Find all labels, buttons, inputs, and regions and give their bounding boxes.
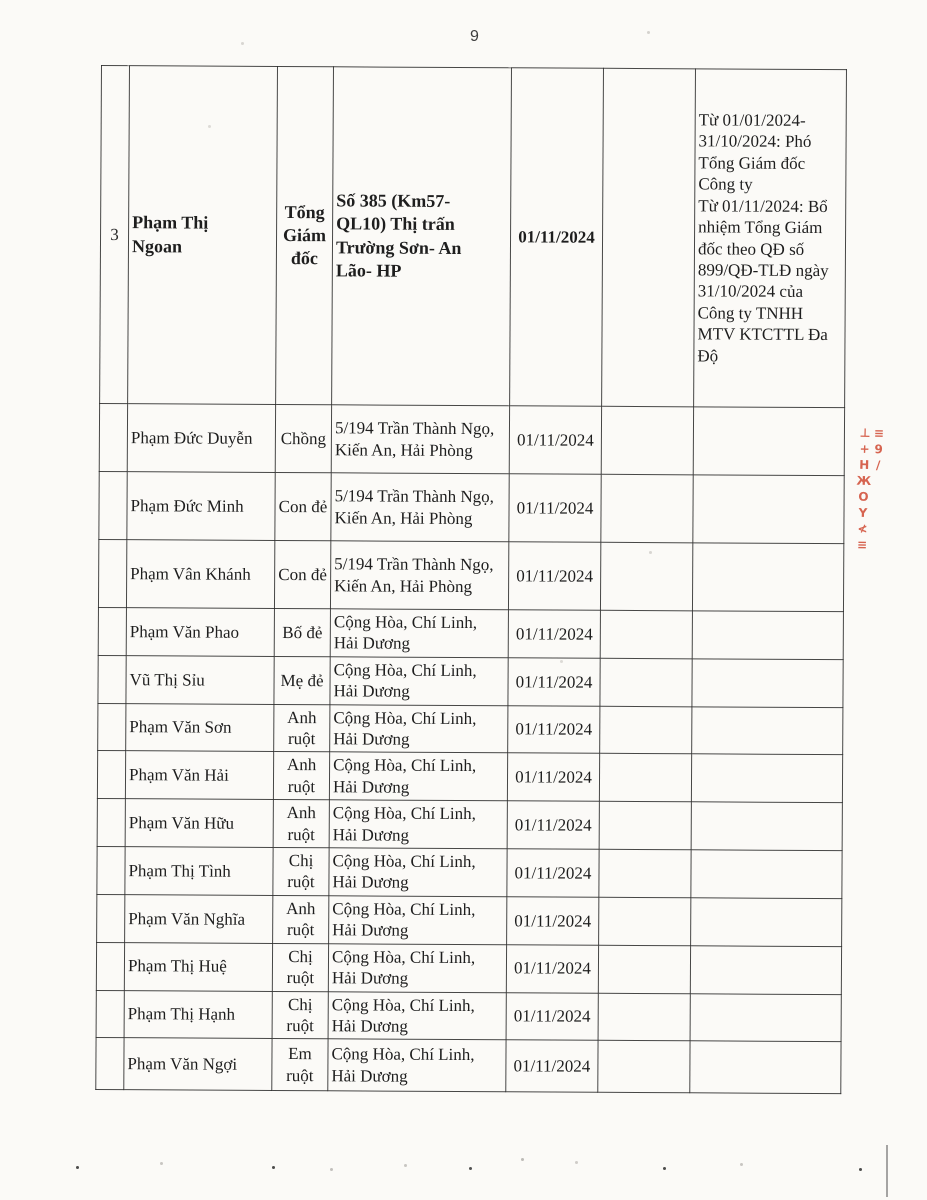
cell-stt <box>97 894 125 942</box>
cell-relationship: Anh ruột <box>274 704 330 752</box>
cell-extra <box>601 474 693 543</box>
table-row <box>96 990 841 1042</box>
cell-note <box>692 611 843 660</box>
cell-name: Phạm Văn Hải <box>125 751 273 800</box>
cell-name: Phạm Thị Tình <box>125 847 273 896</box>
cell-extra <box>599 849 691 897</box>
red-margin-stamp: ≡9/⊥+HЖOY≮≡ <box>854 425 887 554</box>
cell-address: 5/194 Trần Thành Ngọ, Kiến An, Hải Phòng <box>330 541 508 610</box>
cell-stt <box>97 751 125 799</box>
table-row <box>98 655 843 707</box>
cell-stt <box>98 607 126 655</box>
cell-note <box>692 543 843 612</box>
cell-stt <box>98 655 126 703</box>
cell-stt <box>96 990 124 1038</box>
table-row <box>97 751 842 803</box>
cell-address: 5/194 Trần Thành Ngọ, Kiến An, Hải Phòng <box>331 405 509 474</box>
cell-relationship: Con đẻ <box>274 540 330 608</box>
cell-name: Phạm Thị Huệ <box>124 942 272 991</box>
cell-note <box>693 475 844 544</box>
cell-name: Phạm Văn Sơn <box>126 703 274 752</box>
cell-relationship: Tổng Giám đốc <box>276 66 334 404</box>
cell-stt <box>98 539 126 607</box>
table-row <box>96 1038 841 1094</box>
cell-relationship: Chị ruột <box>273 848 329 896</box>
cell-stt <box>98 703 126 751</box>
cell-address: Số 385 (Km57-QL10) Thị trấn Trường Sơn- An Lão- HP <box>332 67 512 406</box>
cell-extra <box>601 406 693 475</box>
cell-note <box>690 993 841 1042</box>
cell-stt <box>99 403 127 471</box>
cell-extra <box>600 542 692 611</box>
cell-relationship: Con đẻ <box>275 472 331 540</box>
table-row <box>97 894 842 946</box>
cell-note <box>692 706 843 755</box>
cell-extra <box>600 706 692 754</box>
table-row <box>98 539 843 611</box>
cell-name: Phạm Văn Phao <box>126 608 274 657</box>
cell-address: Cộng Hòa, Chí Linh, Hải Dương <box>330 704 508 753</box>
cell-extra <box>598 993 690 1041</box>
cell-start-date: 01/11/2024 <box>506 992 598 1040</box>
cell-start-date: 01/11/2024 <box>507 897 599 945</box>
cell-extra <box>599 897 691 945</box>
cell-note <box>693 407 844 476</box>
cell-extra <box>599 802 691 850</box>
cell-note <box>692 659 843 708</box>
cell-extra <box>600 658 692 706</box>
cell-stt <box>97 799 125 847</box>
cell-name: Phạm Vân Khánh <box>126 540 274 609</box>
cell-note: Từ 01/01/2024-31/10/2024: Phó Tổng Giám đốc Công ty Từ 01/11/2024: Bổ nhiệm Tổng Giám đốc theo QĐ số 899/QĐ-TLĐ ngày 31/10/2024 của Công ty TNHH MTV KTCTTL Đa Độ <box>694 69 847 408</box>
cell-start-date: 01/11/2024 <box>509 474 601 543</box>
scan-specks <box>0 0 3 3</box>
cell-stt <box>99 471 127 539</box>
cell-start-date: 01/11/2024 <box>507 801 599 849</box>
cell-relationship: Mẹ đẻ <box>274 656 330 704</box>
cell-address: Cộng Hòa, Chí Linh, Hải Dương <box>328 943 506 992</box>
scan-edge-line <box>886 1145 888 1197</box>
cell-extra <box>598 1041 690 1094</box>
cell-relationship: Em ruột <box>272 1039 328 1091</box>
table-row <box>98 703 843 755</box>
cell-relationship: Chị ruột <box>272 991 328 1039</box>
table-row <box>97 799 842 851</box>
cell-name: Phạm Văn Nghĩa <box>125 895 273 944</box>
cell-extra <box>598 945 690 993</box>
cell-extra <box>599 754 691 802</box>
cell-note <box>691 802 842 851</box>
cell-relationship: Chồng <box>275 404 331 472</box>
cell-stt <box>97 847 125 895</box>
cell-name: Phạm Thị Ngoan <box>128 66 278 405</box>
cell-name: Phạm Văn Hữu <box>125 799 273 848</box>
cell-start-date: 01/11/2024 <box>509 406 601 475</box>
cell-start-date: 01/11/2024 <box>508 705 600 753</box>
table-row <box>96 942 841 994</box>
cell-address: Cộng Hòa, Chí Linh, Hải Dương <box>329 800 507 849</box>
cell-start-date: 01/11/2024 <box>506 1040 598 1093</box>
relatives-table <box>95 65 847 1094</box>
cell-note <box>690 945 841 994</box>
cell-start-date: 01/11/2024 <box>506 944 598 992</box>
cell-name: Phạm Đức Duyễn <box>127 404 275 473</box>
cell-relationship: Bố đẻ <box>274 608 330 656</box>
cell-relationship: Chị ruột <box>272 943 328 991</box>
cell-start-date: 01/11/2024 <box>507 849 599 897</box>
cell-extra <box>600 610 692 658</box>
cell-address: Cộng Hòa, Chí Linh, Hải Dương <box>329 848 507 897</box>
cell-extra <box>602 68 696 407</box>
table-row <box>99 403 844 475</box>
cell-stt <box>96 1038 124 1090</box>
cell-name: Phạm Đức Minh <box>127 472 275 541</box>
table-row <box>97 847 842 899</box>
cell-relationship: Anh ruột <box>273 895 329 943</box>
page-number: 9 <box>470 28 479 45</box>
cell-relationship: Anh ruột <box>273 800 329 848</box>
cell-start-date: 01/11/2024 <box>508 542 600 611</box>
cell-note <box>690 1041 841 1094</box>
cell-address: Cộng Hòa, Chí Linh, Hải Dương <box>330 657 508 706</box>
table-row <box>99 471 844 543</box>
cell-start-date: 01/11/2024 <box>507 753 599 801</box>
cell-name: Vũ Thị Sỉu <box>126 655 274 704</box>
cell-address: Cộng Hòa, Chí Linh, Hải Dương <box>328 1039 506 1092</box>
cell-address: Cộng Hòa, Chí Linh, Hải Dương <box>329 896 507 945</box>
cell-name: Phạm Văn Ngợi <box>124 1038 272 1091</box>
cell-start-date: 01/11/2024 <box>510 68 604 407</box>
cell-note <box>691 898 842 947</box>
cell-stt: 3 <box>100 66 130 404</box>
cell-note <box>691 754 842 803</box>
cell-stt <box>96 942 124 990</box>
cell-address: 5/194 Trần Thành Ngọ, Kiến An, Hải Phòng <box>331 473 509 542</box>
cell-relationship: Anh ruột <box>273 752 329 800</box>
table-container <box>95 65 847 1094</box>
cell-start-date: 01/11/2024 <box>508 658 600 706</box>
cell-start-date: 01/11/2024 <box>508 610 600 658</box>
cell-note <box>691 850 842 899</box>
cell-name: Phạm Thị Hạnh <box>124 990 272 1039</box>
table-row <box>98 607 843 659</box>
table-row <box>100 66 847 408</box>
cell-address: Cộng Hòa, Chí Linh, Hải Dương <box>328 991 506 1040</box>
cell-address: Cộng Hòa, Chí Linh, Hải Dương <box>329 752 507 801</box>
cell-address: Cộng Hòa, Chí Linh, Hải Dương <box>330 609 508 658</box>
